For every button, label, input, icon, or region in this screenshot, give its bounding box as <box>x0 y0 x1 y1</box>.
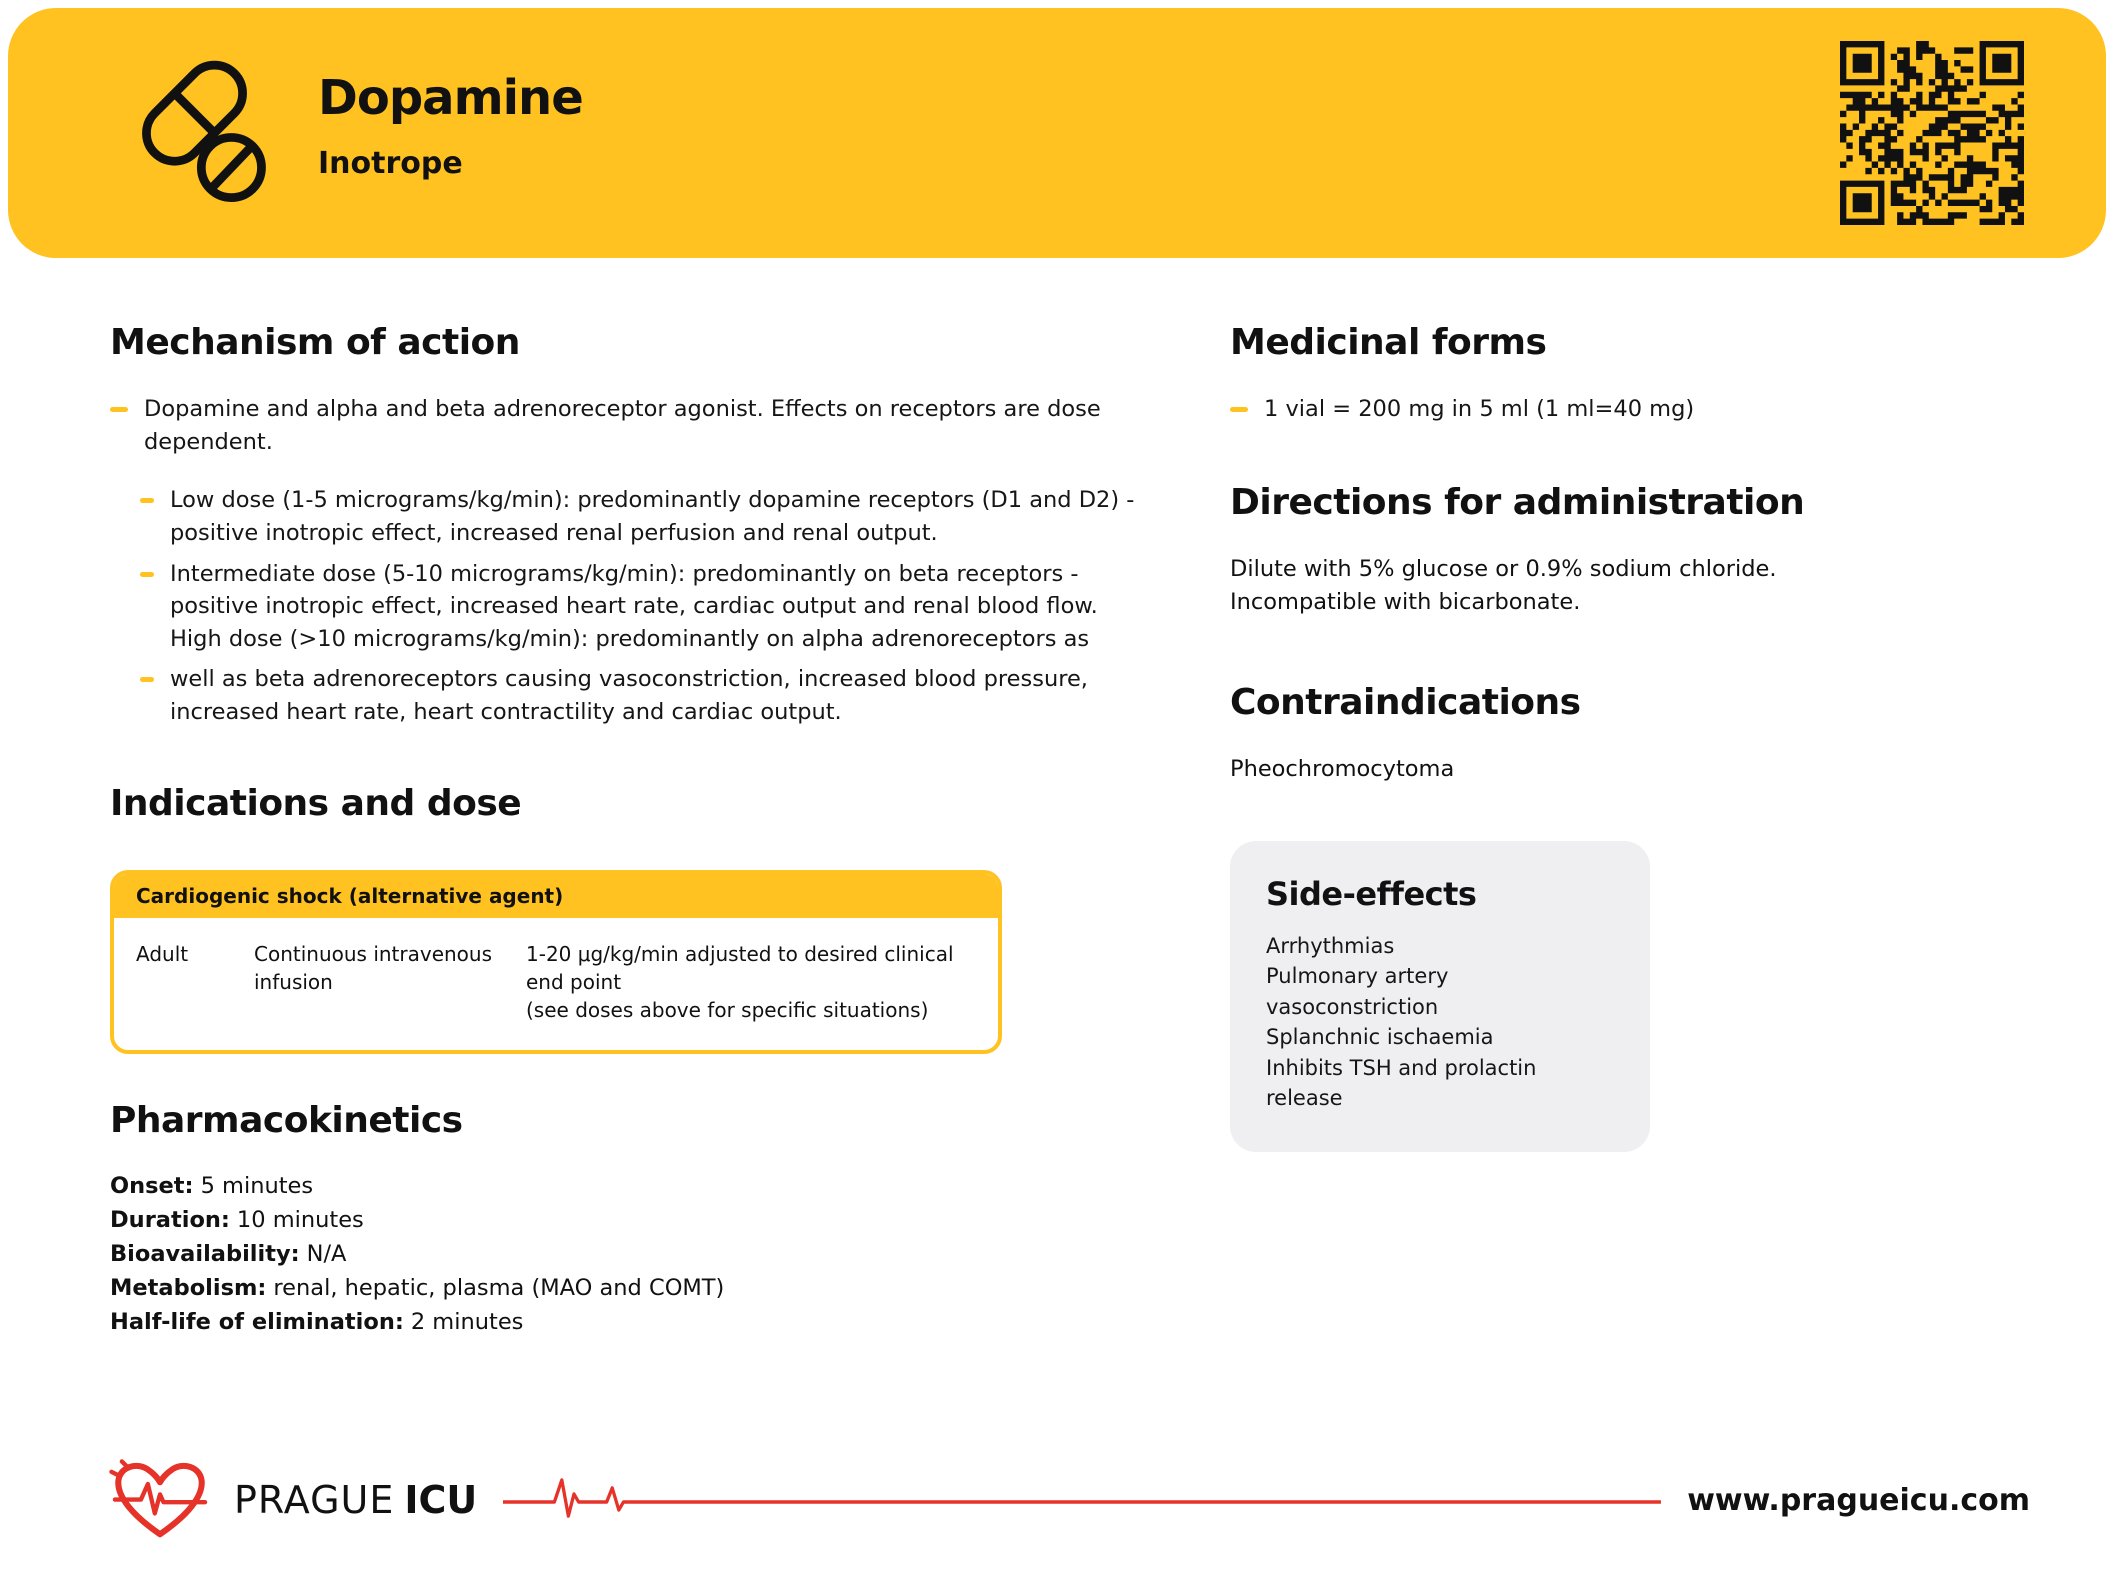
dose-note: (see doses above for specific situations) <box>526 997 929 1022</box>
bullet-dash-icon <box>140 677 154 682</box>
dose-population-cell: Adult <box>136 941 189 966</box>
page-title: Dopamine <box>318 70 583 126</box>
dose-table-row <box>114 918 998 1050</box>
ecg-divider-line-icon <box>503 1468 1661 1532</box>
pk-line <box>110 1237 1145 1271</box>
mechanism-sublist <box>140 484 1145 728</box>
mechanism-sub-bullet <box>140 558 1145 656</box>
mechanism-sub-bullet <box>140 484 1145 549</box>
dose-value-cell <box>526 940 976 1024</box>
section-heading-directions: Directions for administration <box>1230 481 1805 523</box>
right-column <box>1230 322 2030 1152</box>
pharmacokinetics-list <box>110 1169 1145 1339</box>
section-heading-mechanism: Mechanism of action <box>110 322 520 363</box>
bullet-dash-icon <box>140 498 154 503</box>
pk-label: Half-life of elimination: <box>110 1308 404 1335</box>
dose-value: 1-20 μg/kg/min adjusted to desired clinical end point <box>526 941 954 994</box>
side-effects-box <box>1230 841 1650 1152</box>
medicinal-forms-bullet <box>1230 393 2030 426</box>
pk-line <box>110 1271 1145 1305</box>
side-effect-item: Pulmonary artery vasoconstriction <box>1266 964 1449 1019</box>
dose-route-cell: Continuous intravenous infusion <box>254 941 493 994</box>
pill-icon <box>113 53 278 213</box>
section-heading-side-effects: Side-effects <box>1266 874 1477 913</box>
pk-line <box>110 1305 1145 1339</box>
contraindications-text: Pheochromocytoma <box>1230 756 1455 783</box>
brand-regular: PRAGUE <box>234 1478 395 1522</box>
brand-bold: ICU <box>404 1478 478 1522</box>
side-effect-item: Inhibits TSH and prolactin release <box>1266 1055 1537 1111</box>
pk-label: Bioavailability: <box>110 1240 300 1267</box>
website-url: www.pragueicu.com <box>1687 1482 2030 1518</box>
bullet-dash-icon <box>140 572 154 577</box>
bullet-dash-icon <box>1230 407 1248 412</box>
side-effect-item: Splanchnic ischaemia <box>1266 1025 1494 1050</box>
section-heading-pharmacokinetics: Pharmacokinetics <box>110 1099 463 1141</box>
section-heading-indications: Indications and dose <box>110 782 522 824</box>
header-banner <box>8 8 2106 258</box>
medicinal-forms-text: 1 vial = 200 mg in 5 ml (1 ml=40 mg) <box>1264 396 1695 422</box>
section-heading-medicinal-forms: Medicinal forms <box>1230 322 1547 363</box>
section-heading-contraindications: Contraindications <box>1230 682 1581 724</box>
side-effects-list <box>1266 931 1614 1114</box>
pk-label: Onset: <box>110 1172 194 1199</box>
pk-value: 5 minutes <box>200 1172 314 1199</box>
page-subtitle: Inotrope <box>318 146 463 181</box>
pk-value: 10 minutes <box>236 1206 364 1233</box>
mechanism-intro-text: Dopamine and alpha and beta adrenoreceptor agonist. Effects on receptors are dose dependent. <box>144 396 1101 455</box>
left-column <box>110 322 1145 1339</box>
directions-text: Dilute with 5% glucose or 0.9% sodium chloride. Incompatible with bicarbonate. <box>1230 555 1777 616</box>
mechanism-sub-text: Intermediate dose (5-10 micrograms/kg/min): predominantly on beta receptors - positive inotropic effect, increased heart rate, cardiac output and renal blood flow. High dose (>10 micrograms/kg/min): predominantly on alpha adrenoreceptors as <box>170 560 1098 652</box>
pk-line <box>110 1203 1145 1237</box>
title-block <box>318 70 583 181</box>
pk-value: 2 minutes <box>410 1308 524 1335</box>
mechanism-sub-bullet <box>140 663 1145 728</box>
dose-table-header: Cardiogenic shock (alternative agent) <box>114 874 998 918</box>
mechanism-intro-bullet <box>110 393 1145 458</box>
pk-line <box>110 1169 1145 1203</box>
pk-label: Metabolism: <box>110 1274 267 1301</box>
side-effect-item: Arrhythmias <box>1266 933 1395 958</box>
pk-value: N/A <box>306 1240 347 1267</box>
pk-value: renal, hepatic, plasma (MAO and COMT) <box>273 1274 725 1301</box>
mechanism-sub-text: well as beta adrenoreceptors causing vasoconstriction, increased blood pressure, increased heart rate, heart contractility and cardiac output. <box>170 666 1088 725</box>
qr-code-icon <box>1840 41 2024 225</box>
brand-wordmark <box>234 1478 477 1522</box>
bullet-dash-icon <box>110 407 128 412</box>
footer <box>108 1450 2030 1550</box>
pk-label: Duration: <box>110 1206 230 1233</box>
mechanism-sub-text: Low dose (1-5 micrograms/kg/min): predominantly dopamine receptors (D1 and D2) - positive inotropic effect, increased renal perfusion and renal output. <box>170 487 1135 546</box>
dose-table <box>110 870 1002 1054</box>
heart-ecg-logo-icon <box>108 1454 212 1546</box>
